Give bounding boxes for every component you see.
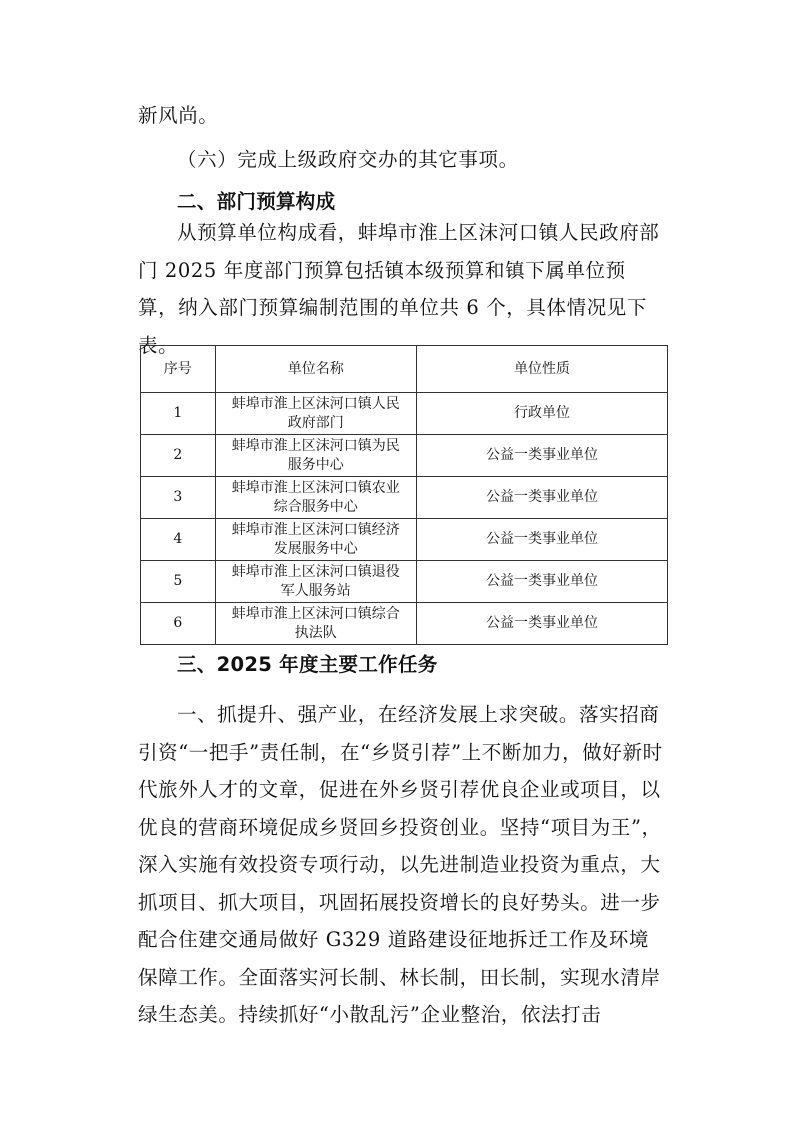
table-row <box>141 477 668 519</box>
table-row <box>141 603 668 645</box>
cell-unit-type: 行政单位 <box>417 393 668 435</box>
table-row <box>141 435 668 477</box>
paragraph-continuation: 新风尚。 <box>138 104 219 127</box>
section-heading-work-tasks: 三、2025 年度主要工作任务 <box>177 653 438 676</box>
unit-table <box>140 345 668 645</box>
section-heading-budget-structure: 二、部门预算构成 <box>177 190 336 213</box>
cell-no: 3 <box>141 477 216 519</box>
cell-unit-name: 蚌埠市淮上区沫河口镇农业综合服务中心 <box>215 477 416 519</box>
table-row <box>141 561 668 603</box>
cell-unit-name: 蚌埠市淮上区沫河口镇人民政府部门 <box>215 393 416 435</box>
cell-unit-name: 蚌埠市淮上区沫河口镇退役军人服务站 <box>215 561 416 603</box>
cell-no: 4 <box>141 519 216 561</box>
table-row <box>141 519 668 561</box>
table-header-row <box>141 346 668 393</box>
column-header-unit-type: 单位性质 <box>417 346 668 393</box>
column-header-unit-name: 单位名称 <box>215 346 416 393</box>
table-row <box>141 393 668 435</box>
cell-no: 6 <box>141 603 216 645</box>
cell-unit-type: 公益一类事业单位 <box>417 477 668 519</box>
cell-no: 1 <box>141 393 216 435</box>
cell-unit-type: 公益一类事业单位 <box>417 519 668 561</box>
list-item-six: （六）完成上级政府交办的其它事项。 <box>177 148 519 171</box>
cell-unit-type: 公益一类事业单位 <box>417 561 668 603</box>
cell-unit-name: 蚌埠市淮上区沫河口镇为民服务中心 <box>215 435 416 477</box>
paragraph-work-tasks: 一、抓提升、强产业，在经济发展上求突破。落实招商引资“一把手”责任制，在“乡贤引荐”上不断加力，做好新时代旅外人才的文章，促进在外乡贤引荐优良企业或项目，以优良的营商环境促成乡贤回乡投资创业。坚持“项目为王”，深入实施有效投资专项行动，以先进制造业投资为重点，大抓项目、抓大项目，巩固拓展投资增长的良好势头。进一步配合住建交通局做好 G329 道路建设征地拆迁工作及环境保障工作。全面落实河长制、林长制，田长制，实现水清岸绿生态美。持续抓好“小散乱污”企业整治，依法打击 <box>138 703 663 1026</box>
column-header-no: 序号 <box>141 346 216 393</box>
cell-unit-name: 蚌埠市淮上区沫河口镇综合执法队 <box>215 603 416 645</box>
cell-unit-type: 公益一类事业单位 <box>417 435 668 477</box>
cell-unit-name: 蚌埠市淮上区沫河口镇经济发展服务中心 <box>215 519 416 561</box>
paragraph-budget-structure: 从预算单位构成看，蚌埠市淮上区沫河口镇人民政府部门 2025 年度部门预算包括镇本级预算和镇下属单位预算，纳入部门预算编制范围的单位共 6 个，具体情况见下表。 <box>138 221 660 357</box>
cell-no: 5 <box>141 561 216 603</box>
cell-no: 2 <box>141 435 216 477</box>
cell-unit-type: 公益一类事业单位 <box>417 603 668 645</box>
